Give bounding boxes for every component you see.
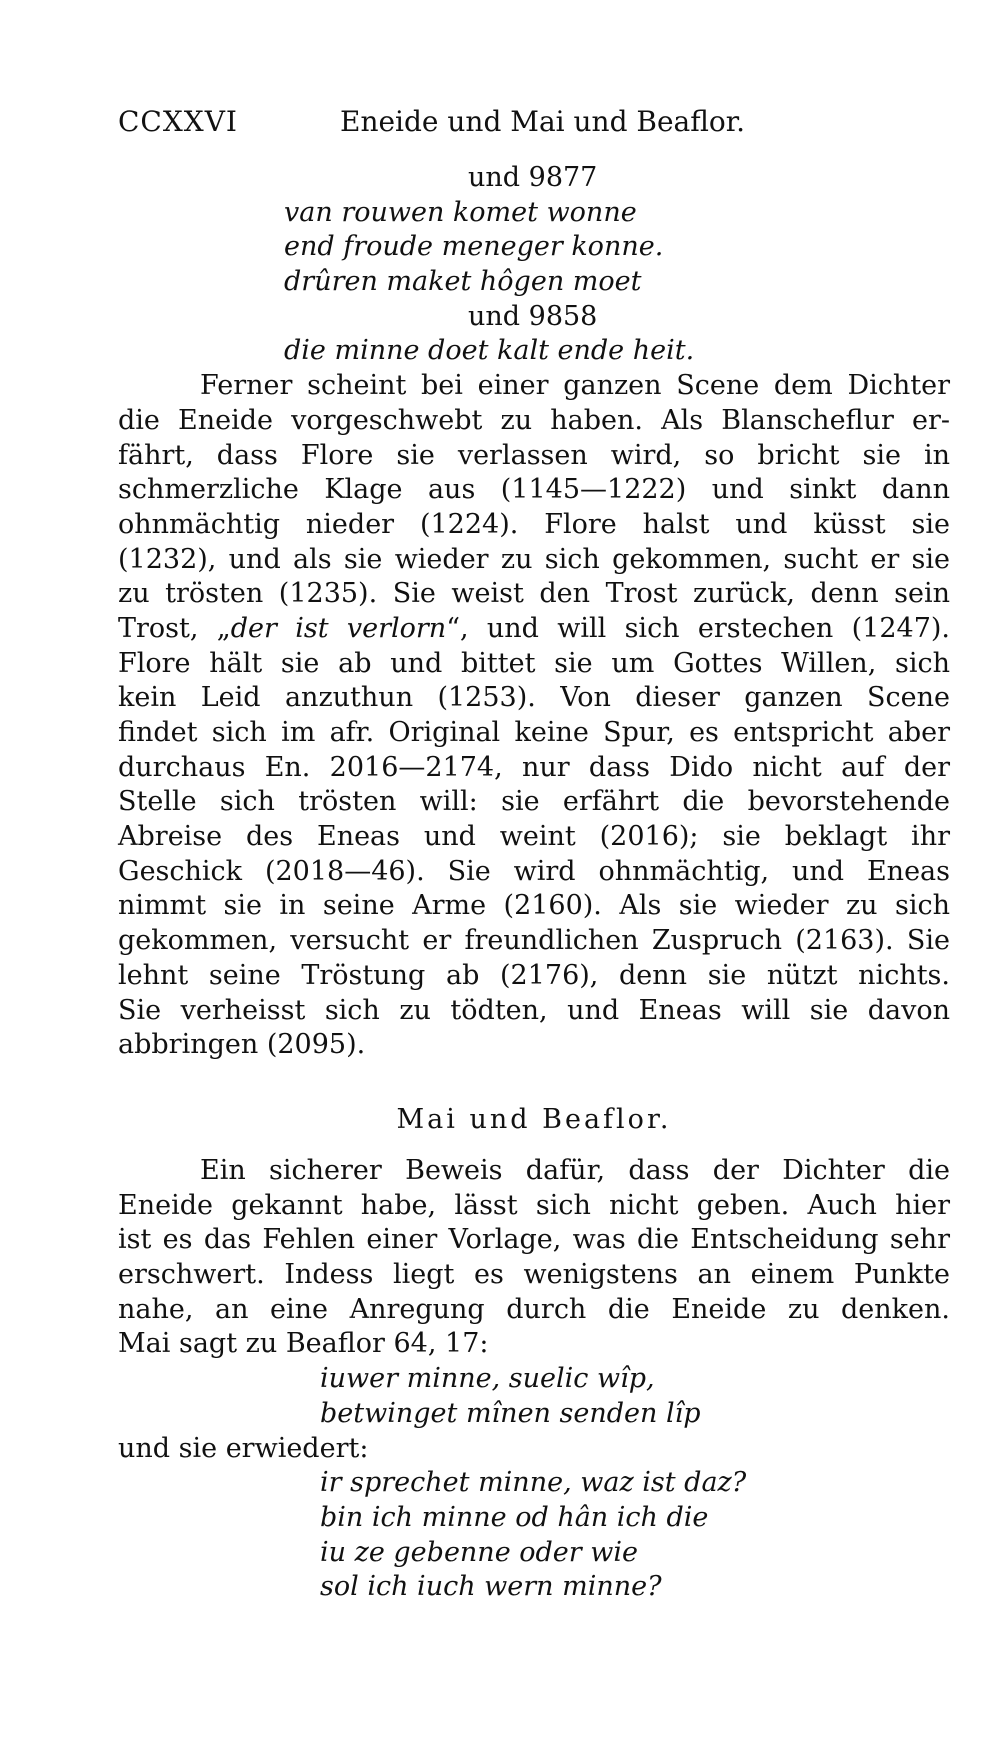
paragraph-line: findet sich im afr. Original keine Spur, es entspricht aber (118, 717, 950, 748)
paragraph-line: (1232), und als sie wieder zu sich gekommen, sucht er sie (118, 543, 950, 575)
paragraph-line: Ein sicherer Beweis dafür, dass der Dichter die (200, 1155, 950, 1186)
verse-line: iu ze gebenne oder wie (320, 1536, 638, 1568)
quote-suffix: “, und will sich erstechen (1247). (446, 612, 950, 644)
paragraph-line-with-quote (118, 612, 950, 647)
paragraph-line: Geschick (2018—46). Sie wird ohnmächtig, und Eneas (118, 855, 950, 887)
paragraph-line: ist es das Fehlen einer Vorlage, was die Entscheidung sehr (118, 1224, 950, 1256)
paragraph-line: die Eneide vorgeschwebt zu haben. Als Blanscheflur er- (118, 404, 950, 436)
running-title: Eneide und Mai und Beaflor. (340, 105, 745, 138)
paragraph-line: Stelle sich trösten will: sie erfährt die bevorstehende (118, 786, 950, 818)
paragraph-line: gekommen, versucht er freundlichen Zuspruch (2163). Sie (118, 925, 950, 957)
verse-line: betwinget mînen senden lîp (320, 1397, 701, 1429)
paragraph-line: Ferner scheint bei einer ganzen Scene dem Dichter (200, 370, 950, 402)
verse-line: sol ich iuch wern minne? (320, 1571, 662, 1603)
paragraph-line: erschwert. Indess liegt es wenigstens an einem Punkte (118, 1259, 950, 1291)
paragraph-line: abbringen (2095). (118, 1029, 366, 1061)
page-number: CCXXVI (118, 105, 238, 138)
verse-line: bin ich minne od hân ich die (320, 1501, 709, 1533)
paragraph-line: fährt, dass Flore sie verlassen wird, so bricht sie in (118, 439, 950, 471)
section-heading: Mai und Beaflor. (396, 1104, 672, 1135)
paragraph-line: lehnt seine Tröstung ab (2176), denn sie nützt nichts. (118, 959, 950, 991)
verse-line: van rouwen komet wonne (284, 196, 637, 228)
paragraph-line: zu trösten (1235). Sie weist den Trost zurück, denn sein (118, 578, 950, 610)
paragraph-line: kein Leid anzuthun (1253). Von dieser ganzen Scene (118, 682, 950, 714)
paragraph-line: Eneide gekannt habe, lässt sich nicht geben. Auch hier (118, 1189, 950, 1221)
paragraph-line: nahe, an eine Anregung durch die Eneide zu denken. (118, 1293, 950, 1325)
paragraph-line: Abreise des Eneas und weint (2016); sie beklagt ihr (118, 821, 950, 853)
paragraph-line: Flore hält sie ab und bittet sie um Gottes Willen, sich (118, 647, 950, 679)
section-heading-block (118, 1103, 950, 1138)
quote-prefix: Trost, „ (118, 612, 231, 644)
paragraph-line: ohnmächtig nieder (1224). Flore halst und küsst sie (118, 508, 950, 540)
second-section (118, 1154, 950, 1605)
paragraph-line: nimmt sie in seine Arme (2160). Als sie wieder zu sich (118, 890, 950, 922)
paragraph-line: schmerzliche Klage aus (1145—1222) und sinkt dann (118, 474, 950, 506)
citation-block (118, 161, 950, 1063)
line-number-ref: und 9877 (468, 162, 598, 193)
verse-line: drûren maket hôgen moet (284, 266, 642, 298)
quoted-phrase: der ist verlorn (230, 612, 447, 644)
line-number-ref: und 9858 (468, 300, 598, 332)
connector-line: und sie erwiedert: (118, 1432, 369, 1464)
paragraph-line: durchaus En. 2016—2174, nur dass Dido nicht auf der (118, 751, 950, 783)
verse-line: die minne doet kalt ende heit. (284, 335, 695, 367)
verse-line: ir sprechet minne, waz ist daz? (320, 1467, 747, 1499)
paragraph-line: Sie verheisst sich zu tödten, und Eneas will sie davon (118, 994, 950, 1026)
page-header (118, 102, 948, 142)
verse-line: iuwer minne, suelic wîp, (320, 1363, 655, 1395)
verse-line: end froude meneger konne. (284, 231, 664, 263)
paragraph-line: Mai sagt zu Beaflor 64, 17: (118, 1328, 489, 1360)
